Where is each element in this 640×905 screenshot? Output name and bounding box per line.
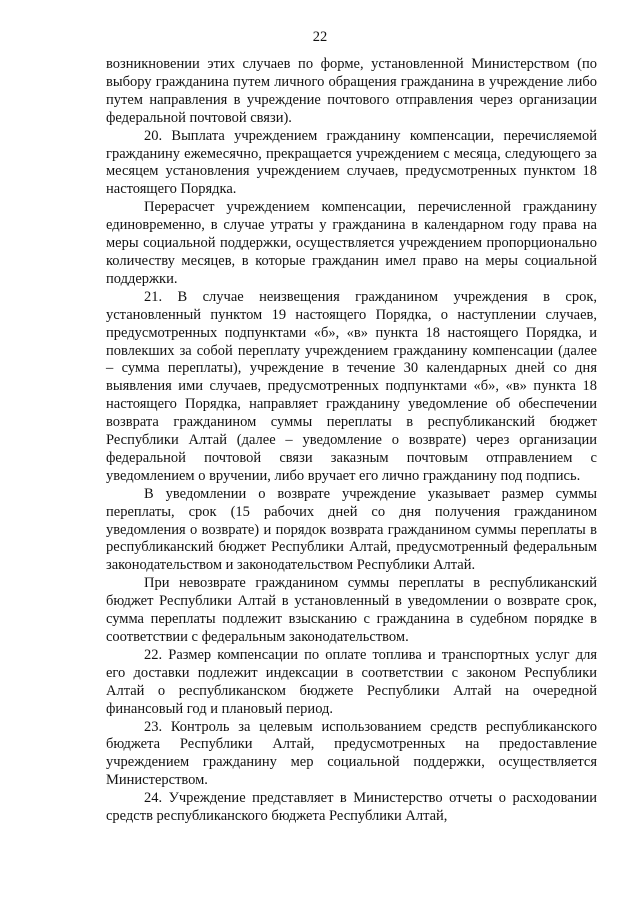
paragraph-item-20: 20. Выплата учреждением гражданину компенсации, перечисляемой гражданину ежемесячно, прекращается учреждением с месяца, следующего за месяцем установления учреждением случаев, предусмотренных пунктом 18 настоящего Порядка. <box>106 127 597 198</box>
paragraph-continuation: возникновении этих случаев по форме, установленной Министерством (по выбору гражданина путем личного обращения гражданина в учреждение либо путем направления в учреждение почтового отправления через организации федеральной почтовой связи). <box>106 56 597 126</box>
paragraph-item-24: 24. Учреждение представляет в Министерство отчеты о расходовании средств республиканского бюджета Республики Алтай, <box>106 790 597 825</box>
paragraph-recalculation: Перерасчет учреждением компенсации, перечисленной гражданину единовременно, в случае утраты у гражданина в календарном году права на меры социальной поддержки, осуществляется учреждением пропорционально количеству месяцев, в которые гражданин имел право на меры социальной поддержки. <box>106 199 597 287</box>
paragraph-non-return: При невозврате гражданином суммы переплаты в республиканский бюджет Республики Алтай в установленный в уведомлении о возврате срок, сумма переплаты подлежит взысканию с гражданина в судебном порядке в соответствии с федеральным законодательством. <box>106 575 597 645</box>
paragraph-item-21: 21. В случае неизвещения гражданином учреждения в срок, установленный пунктом 19 настоящего Порядка, о наступлении случаев, предусмотренных подпунктами «б», «в» пункта 18 настоящего Порядка, и повлекших за собой переплату учреждением гражданину компенсации (далее – сумма переплаты), учреждение в течение 30 календарных дней со дня выявления ими случаев, предусмотренных подпунктами «б», «в» пункта 18 настоящего Порядка, направляет гражданину уведомление об обеспечении возврата гражданином суммы переплаты в республиканский бюджет Республики Алтай (далее – уведомление о возврате) через организации федеральной почтовой связи заказным почтовым отправлением с уведомлением о вручении, либо вручает его лично гражданину под подпись. <box>106 288 597 484</box>
page-number: 22 <box>312 29 328 45</box>
paragraph-item-22: 22. Размер компенсации по оплате топлива и транспортных услуг для его доставки подлежит индексации в соответствии с законом Республики Алтай о республиканском бюджете Республики Алтай на очередной финансовый год и плановый период. <box>106 646 597 717</box>
paragraph-item-23: 23. Контроль за целевым использованием средств республиканского бюджета Республики Алтай, предусмотренных на предоставление учреждением гражданину мер социальной поддержки, осуществляется Министерством. <box>106 718 597 789</box>
document-body <box>106 56 597 826</box>
paragraph-return-notice: В уведомлении о возврате учреждение указывает размер суммы переплаты, срок (15 рабочих дней со дня получения гражданином уведомления о возврате) и порядок возврата гражданином суммы переплаты в республиканский бюджет Республики Алтай, предусмотренный федеральным законодательством и законодательством Республики Алтай. <box>106 485 597 574</box>
